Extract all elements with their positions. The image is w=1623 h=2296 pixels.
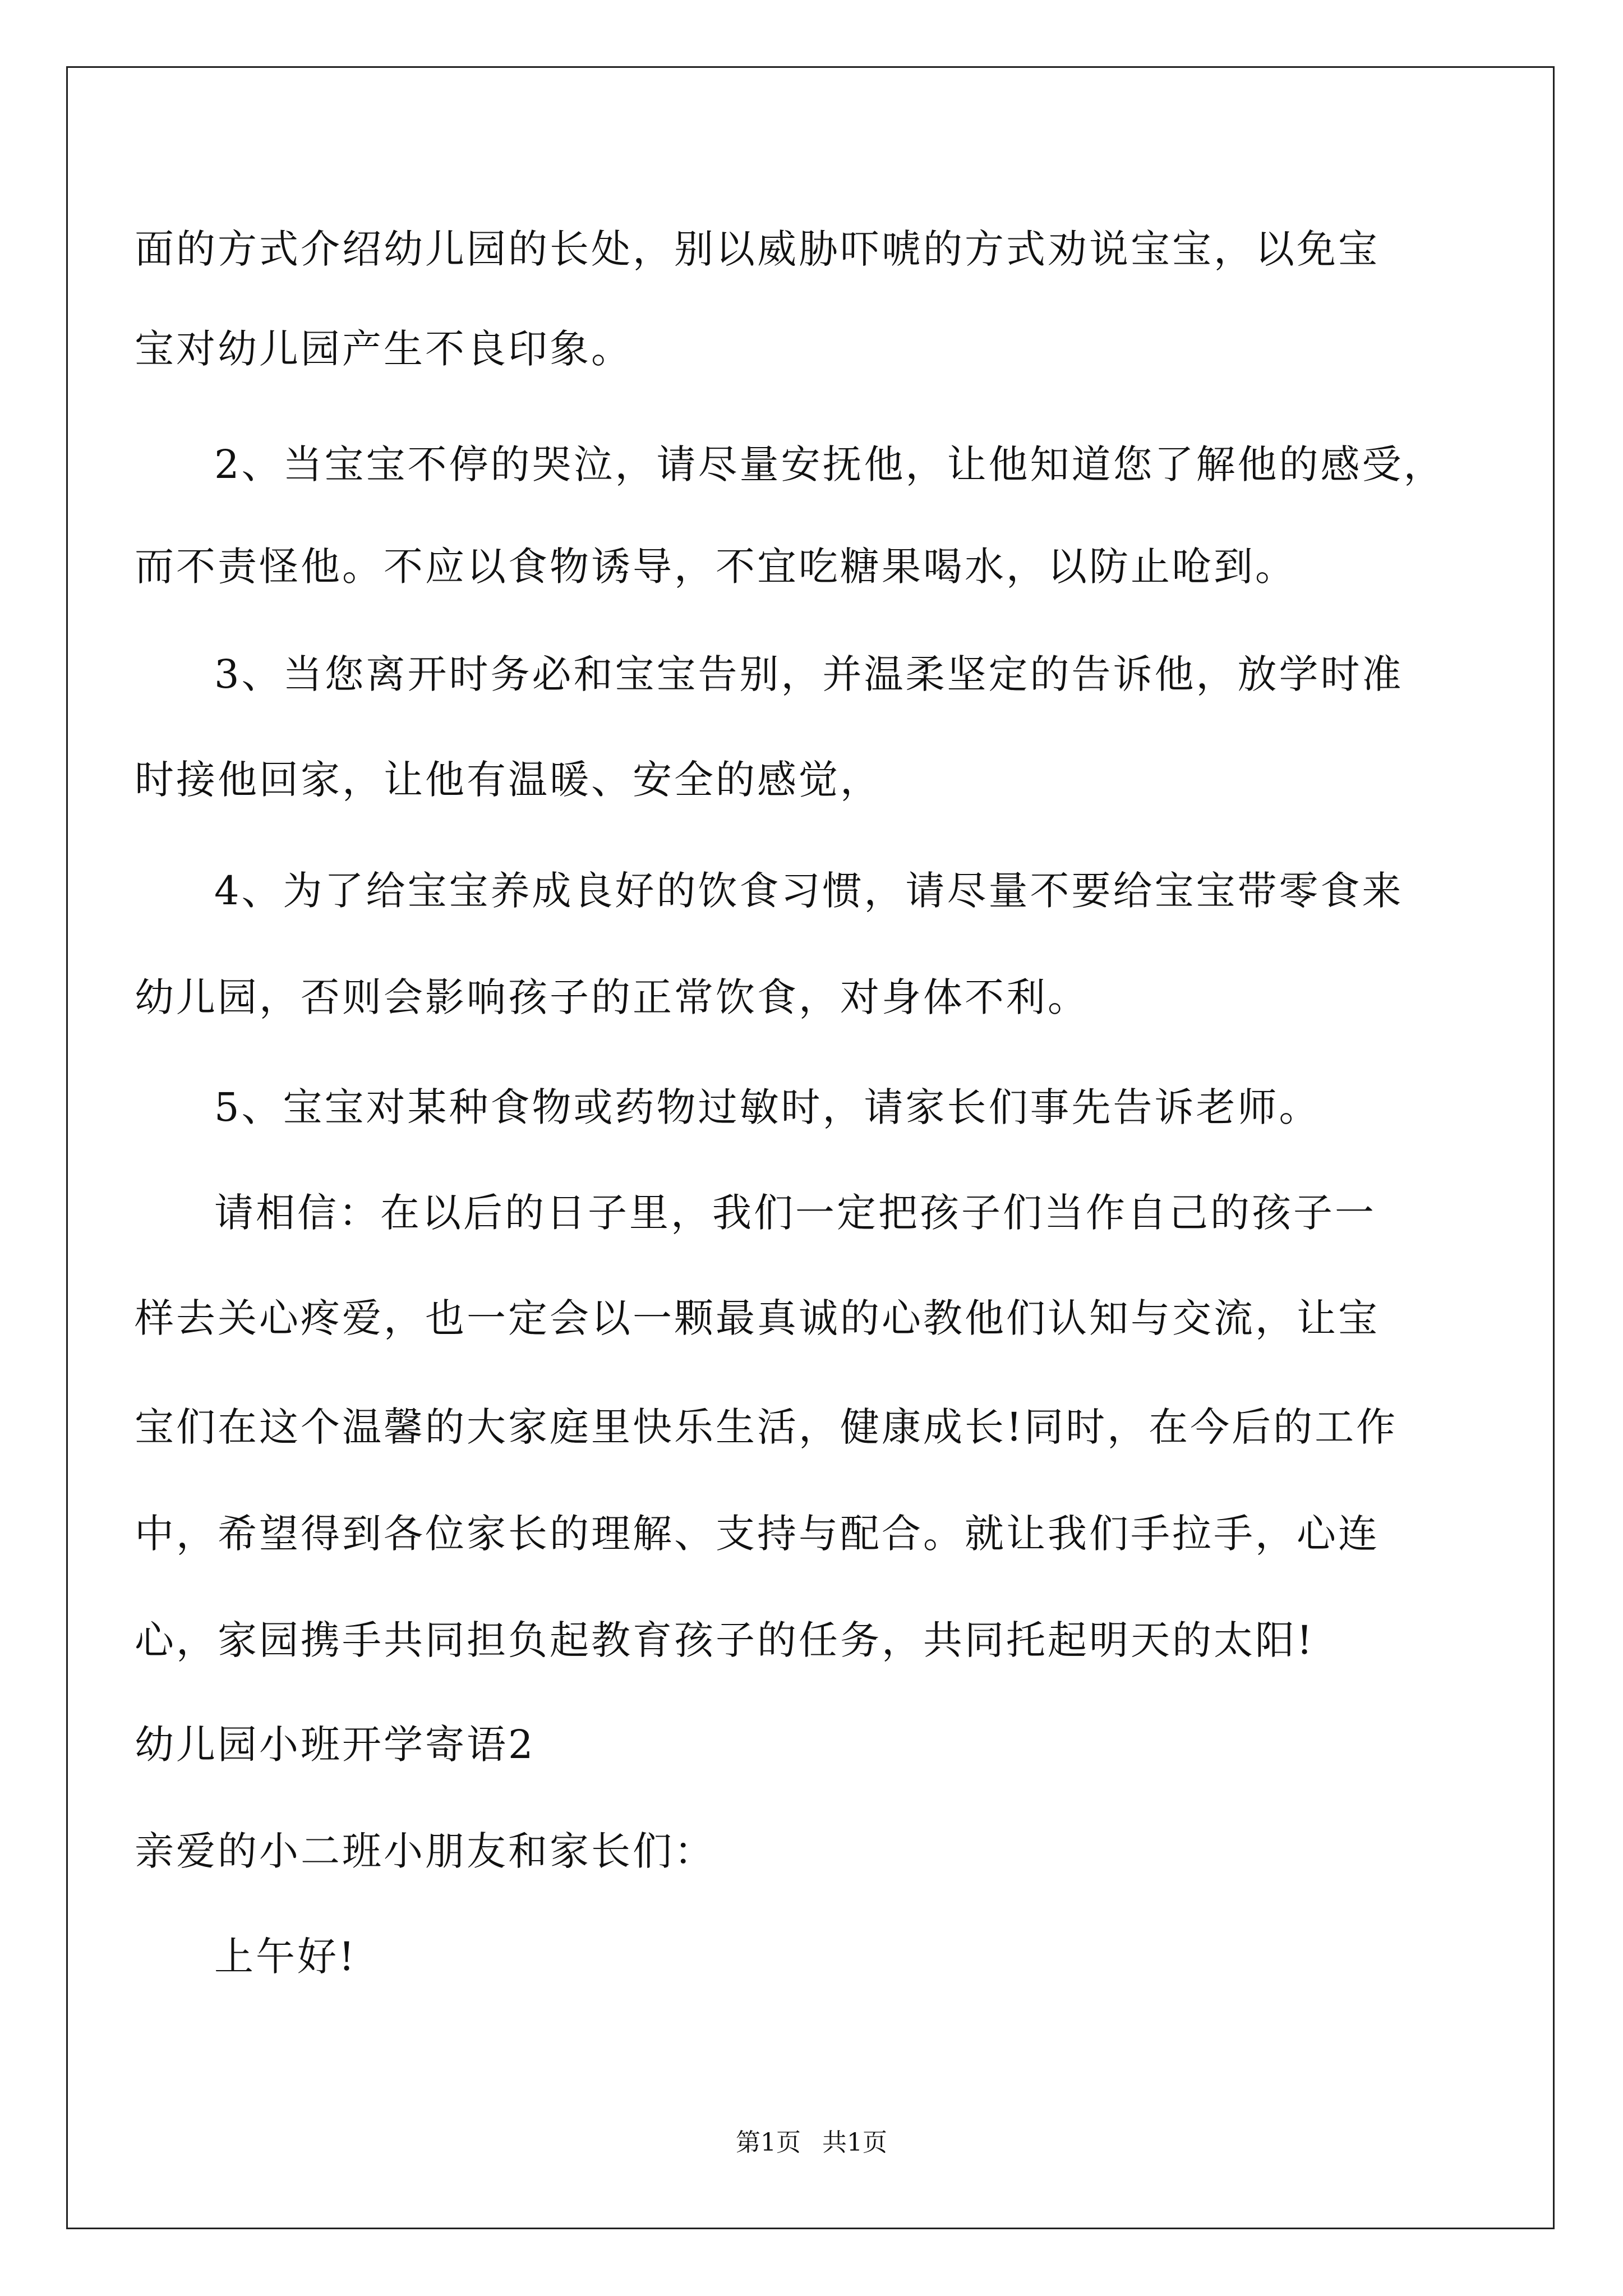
- text-line: 而不责怪他。不应以食物诱导，不宜吃糖果喝水，以防止呛到。: [135, 544, 1297, 590]
- text-line: 宝对幼儿园产生不良印象。: [135, 326, 633, 372]
- section-heading: 幼儿园小班开学寄语2: [135, 1722, 536, 1768]
- text-line: 请相信：在以后的日子里，我们一定把孩子们当作自己的孩子一: [214, 1190, 1376, 1236]
- text-line: 4、为了给宝宝养成良好的饮食习惯，请尽量不要给宝宝带零食来: [214, 868, 1404, 914]
- text-line: 时接他回家，让他有温暖、安全的感觉，: [135, 757, 882, 803]
- text-line: 3、当您离开时务必和宝宝告别，并温柔坚定的告诉他，放学时准: [214, 651, 1404, 697]
- page-footer: [0, 2126, 1623, 2160]
- text-line: 面的方式介绍幼儿园的长处，别以威胁吓唬的方式劝说宝宝，以免宝: [135, 226, 1380, 272]
- text-line: 幼儿园，否则会影响孩子的正常饮食，对身体不利。: [135, 974, 1089, 1020]
- text-line: 样去关心疼爱，也一定会以一颗最真诚的心教他们认知与交流，让宝: [135, 1295, 1380, 1341]
- text-line: 心，家园携手共同担负起教育孩子的任务，共同托起明天的太阳!: [135, 1617, 1315, 1663]
- text-line: 宝们在这个温馨的大家庭里快乐生活，健康成长!同时，在今后的工作: [135, 1404, 1398, 1450]
- salutation: 亲爱的小二班小朋友和家长们：: [135, 1828, 716, 1874]
- text-line: 中，希望得到各位家长的理解、支持与配合。就让我们手拉手，心连: [135, 1511, 1380, 1557]
- text-line: 5、宝宝对某种食物或药物过敏时，请家长们事先告诉老师。: [214, 1084, 1321, 1130]
- page-number-total: 共1页: [822, 2128, 887, 2157]
- page-number-current: 第1页: [736, 2128, 801, 2157]
- text-line: 2、当宝宝不停的哭泣，请尽量安抚他，让他知道您了解他的感受，: [214, 441, 1445, 487]
- greeting: 上午好!: [214, 1934, 357, 1980]
- page-border: [66, 66, 1555, 2229]
